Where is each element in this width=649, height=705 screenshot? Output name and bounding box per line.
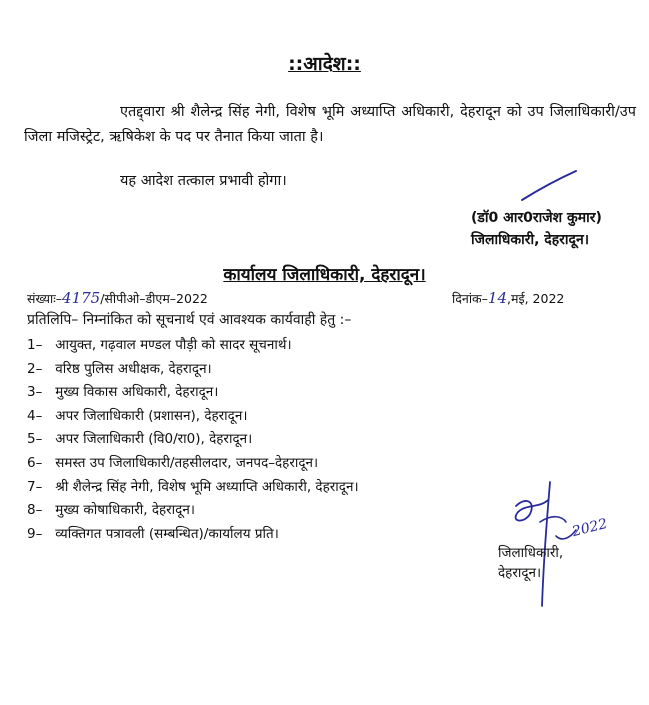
reference-suffix: /सीपीओ–डीएम–2022 <box>100 291 208 306</box>
list-item-text: मुख्य कोषाधिकारी, देहरादून। <box>55 502 195 519</box>
list-item-number: 3– <box>27 384 43 401</box>
signature-stroke-top <box>520 168 580 208</box>
list-item-number: 8– <box>27 502 43 519</box>
list-item <box>27 499 359 523</box>
list-item <box>27 358 359 382</box>
list-item-text: अपर जिलाधिकारी (वि0/रा0), देहरादून। <box>55 431 253 448</box>
reference-prefix: संख्याः– <box>27 291 63 306</box>
copy-to-intro: प्रतिलिपि– निम्नांकित को सूचनार्थ एवं आवश्यक कार्यवाही हेतु :– <box>27 312 352 328</box>
order-effect-line: यह आदेश तत्काल प्रभावी होगा। <box>120 173 287 189</box>
list-item-number: 7– <box>27 478 43 495</box>
list-item-number: 5– <box>27 431 43 448</box>
order-paragraph: एतद्द्वारा श्री शैलेन्द्र सिंह नेगी, विशेष भूमि अध्याप्ति अधिकारी, देहरादून को उप जिलाधिकारी/उप जिला मजिस्ट्रेट, ऋषिकेश के पद पर तैनात किया जाता है। <box>24 104 636 145</box>
order-title: ::आदेश:: <box>288 53 361 75</box>
list-item-text: आयुक्त, गढ़वाल मण्डल पौड़ी को सादर सूचनार्थ। <box>55 337 292 353</box>
date-handwritten-day: 14 <box>487 289 507 307</box>
list-item <box>27 428 359 452</box>
reference-handwritten-number: 4175 <box>62 289 101 307</box>
list-item <box>27 405 359 429</box>
list-item <box>27 334 359 358</box>
list-item-number: 9– <box>27 525 43 542</box>
signer-name: (डॉ0 आर0राजेश कुमार) <box>471 210 602 226</box>
date-prefix: दिनांक– <box>452 291 488 306</box>
dm-designation: जिलाधिकारी, <box>498 545 564 561</box>
list-item <box>27 523 359 547</box>
issue-date <box>452 289 564 307</box>
date-suffix: ,मई, 2022 <box>507 291 565 306</box>
reference-number <box>27 289 208 307</box>
signature-date: 2022 <box>570 515 610 541</box>
list-item-text: मुख्य विकास अधिकारी, देहरादून। <box>55 384 219 401</box>
list-item <box>27 452 359 476</box>
list-item-text: समस्त उप जिलाधिकारी/तहसीलदार, जनपद–देहरादून। <box>55 454 319 471</box>
list-item-number: 4– <box>27 407 43 424</box>
list-item-text: अपर जिलाधिकारी (प्रशासन), देहरादून। <box>55 407 248 424</box>
recipient-list <box>27 334 359 546</box>
list-item-text: श्री शैलेन्द्र सिंह नेगी, विशेष भूमि अध्याप्ति अधिकारी, देहरादून। <box>55 478 359 495</box>
list-item <box>27 381 359 405</box>
list-item-text: व्यक्तिगत पत्रावली (सम्बन्धित)/कार्यालय प्रति। <box>55 525 279 542</box>
office-heading: कार्यालय जिलाधिकारी, देहरादून। <box>223 265 426 285</box>
list-item-text: वरिष्ठ पुलिस अधीक्षक, देहरादून। <box>55 360 212 377</box>
list-item-number: 2– <box>27 360 43 377</box>
signer-designation: जिलाधिकारी, देहरादून। <box>471 232 590 248</box>
list-item-number: 1– <box>27 337 43 353</box>
dm-location: देहरादून। <box>498 565 542 581</box>
list-item <box>27 476 359 500</box>
list-item-number: 6– <box>27 454 43 471</box>
